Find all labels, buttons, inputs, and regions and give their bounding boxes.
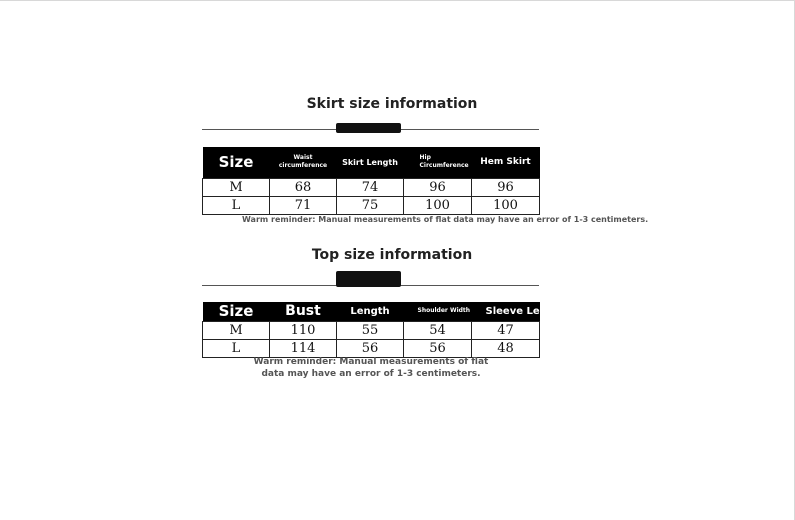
top-section-title: Top size information bbox=[311, 247, 473, 263]
header-length: Length bbox=[337, 302, 404, 321]
header-bust: Bust bbox=[270, 302, 337, 321]
cell-bust: 114 bbox=[270, 339, 337, 357]
header-size: Size bbox=[203, 147, 270, 178]
cell-bust: 110 bbox=[270, 321, 337, 339]
cell-hip: 100 bbox=[404, 196, 472, 214]
table-header-row bbox=[203, 302, 540, 321]
cell-sleeve: 47 bbox=[472, 321, 540, 339]
skirt-size-table bbox=[202, 147, 540, 215]
header-hip: Hip Circumference bbox=[404, 147, 472, 178]
cell-length: 55 bbox=[337, 321, 404, 339]
skirt-section-title: Skirt size information bbox=[306, 96, 478, 112]
cell-size: L bbox=[203, 196, 270, 214]
cell-hem: 100 bbox=[472, 196, 540, 214]
table-row bbox=[203, 321, 540, 339]
header-skirt-length: Skirt Length bbox=[337, 147, 404, 178]
cell-waist: 68 bbox=[270, 178, 337, 196]
table-row bbox=[203, 178, 540, 196]
top-warm-reminder bbox=[236, 356, 506, 380]
cell-size: L bbox=[203, 339, 270, 357]
cell-length: 56 bbox=[337, 339, 404, 357]
top-warm-reminder-line2: data may have an error of 1-3 centimeters. bbox=[261, 369, 481, 379]
cell-sleeve: 48 bbox=[472, 339, 540, 357]
cell-size: M bbox=[203, 321, 270, 339]
header-hem-skirt: Hem Skirt bbox=[472, 147, 540, 178]
cell-hip: 96 bbox=[404, 178, 472, 196]
table-header-row bbox=[203, 147, 540, 178]
top-warm-reminder-line1: Warm reminder: Manual measurements of flat bbox=[253, 357, 489, 367]
skirt-title-bar bbox=[336, 123, 401, 133]
top-size-table bbox=[202, 302, 547, 358]
cell-waist: 71 bbox=[270, 196, 337, 214]
cell-size: M bbox=[203, 178, 270, 196]
cell-skirt-length: 75 bbox=[337, 196, 404, 214]
table-row bbox=[203, 196, 540, 214]
cell-shoulder: 56 bbox=[404, 339, 472, 357]
skirt-warm-reminder: Warm reminder: Manual measurements of flat data may have an error of 1-3 centimeters. bbox=[242, 215, 649, 224]
table-row bbox=[203, 339, 540, 357]
cell-skirt-length: 74 bbox=[337, 178, 404, 196]
header-shoulder-width: Shoulder Width bbox=[404, 302, 472, 321]
header-size: Size bbox=[203, 302, 270, 321]
cell-shoulder: 54 bbox=[404, 321, 472, 339]
header-waist: Waist circumference bbox=[270, 147, 337, 178]
top-title-bar bbox=[336, 271, 401, 287]
cell-hem: 96 bbox=[472, 178, 540, 196]
header-sleeve-length: Sleeve Len bbox=[472, 302, 540, 321]
